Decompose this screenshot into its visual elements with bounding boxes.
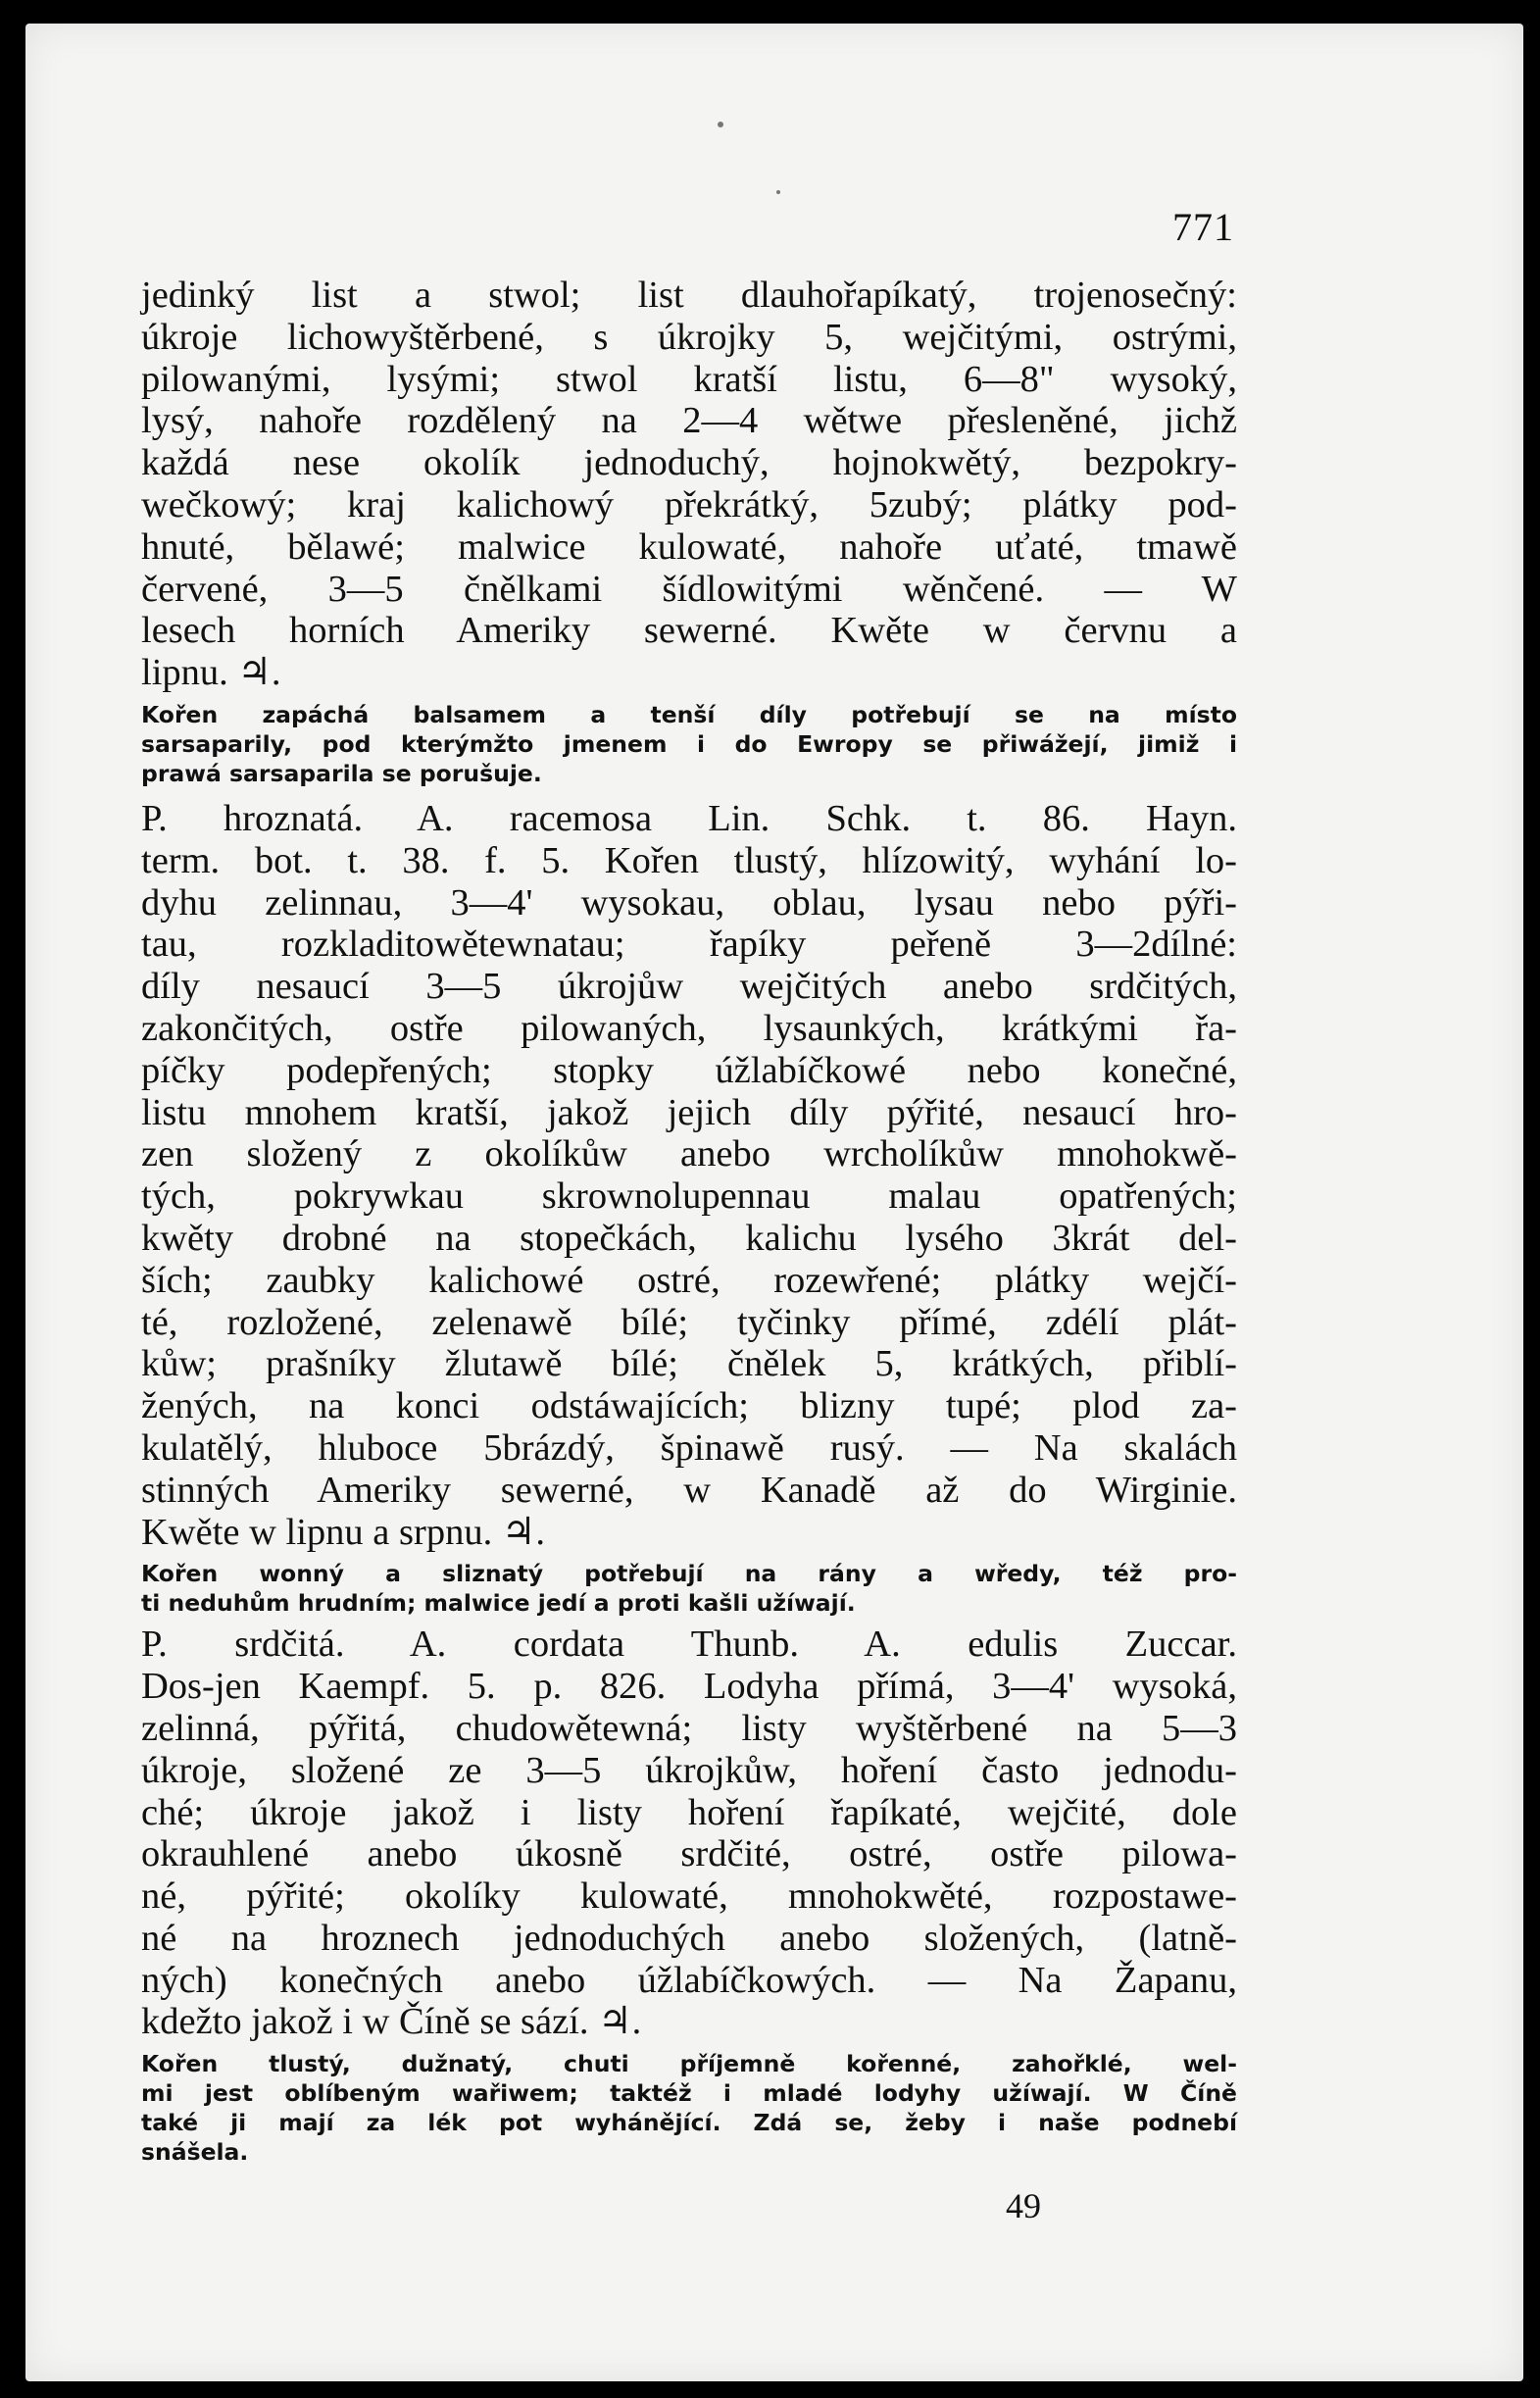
text-line: Kwěte w lipnu a srpnu. ♃. <box>141 1511 545 1553</box>
note-root-use <box>141 700 1237 788</box>
text-line: jedinký list a stwol; list dlauhořapíkatý, trojenosečný: <box>141 275 1237 316</box>
text-line: tých, pokrywkau skrownolupennau malau opatřených; <box>141 1175 1237 1218</box>
page-content <box>141 275 1237 2167</box>
text-line: ché; úkroje jakož i listy hoření řapíkaté, wejčité, dole <box>141 1791 1237 1833</box>
text-line: ných) konečných anebo úžlabíčkowých. — Na Žapanu, <box>141 1959 1237 2001</box>
text-line: ších; zaubky kalichowé ostré, rozewřené; plátky wejčí- <box>141 1259 1237 1301</box>
signature-mark: 49 <box>1006 2186 1041 2225</box>
text-line: díly nesaucí 3—5 úkrojůw wejčitých anebo srdčitých, <box>141 966 1237 1008</box>
text-line: sarsaparily, pod kterýmžto jmenem i do Ewropy se přiwážejí, jimiž i <box>141 729 1237 758</box>
text-line: pilowanými, lysými; stwol kratší listu, 6—8" wysoký, <box>141 358 1237 400</box>
text-line: dyhu zelinnau, 3—4' wysokau, oblau, lysau nebo pýři- <box>141 881 1237 924</box>
print-speck <box>718 122 723 127</box>
page-number: 771 <box>1172 205 1234 249</box>
text-line: Kořen tlustý, dužnatý, chuti příjemně kořenné, zahořklé, wel- <box>141 2050 1237 2078</box>
text-line: lysý, nahoře rozdělený na 2—4 wětwe přesleněné, jichž <box>141 400 1237 442</box>
text-line: kulatělý, hluboce 5brázdý, špinawě rusý. — Na skalách <box>141 1426 1237 1469</box>
text-line: né na hroznech jednoduchých anebo složených, (latně- <box>141 1917 1237 1959</box>
text-line: stinných Ameriky sewerné, w Kanadě až do Wirginie. <box>141 1469 1237 1511</box>
text-line: úkroje, složené ze 3—5 úkrojkůw, hoření často jednodu- <box>141 1749 1237 1791</box>
text-line: lesech horních Ameriky sewerné. Kwěte w červnu a <box>141 610 1237 652</box>
text-line: wečkowý; kraj kalichowý překrátký, 5zubý; plátky pod- <box>141 483 1237 525</box>
text-line: každá nese okolík jednoduchý, hojnokwětý, bezpokry- <box>141 442 1237 484</box>
text-line: okrauhlené anebo úkosně srdčité, ostré, ostře pilowa- <box>141 1833 1237 1875</box>
text-line: P. srdčitá. A. cordata Thunb. A. edulis Zuccar. <box>141 1624 1237 1666</box>
text-line: snášela. <box>141 2138 249 2167</box>
text-line: kdežto jakož i w Číně se sází. ♃. <box>141 2001 642 2043</box>
text-line: tau, rozkladitowětewnatau; řapíky peřeně 3—2dílné: <box>141 924 1237 966</box>
text-line: hnuté, bělawé; malwice kulowaté, nahoře uťaté, tmawě <box>141 525 1237 568</box>
text-line: úkroje lichowyštěrbené, s úkrojky 5, wejčitými, ostrými, <box>141 316 1237 358</box>
text-line: té, rozložené, zelenawě bílé; tyčinky přímé, zdélí plát- <box>141 1301 1237 1343</box>
text-line: né, pýřité; okolíky kulowaté, mnohokwěté, rozpostawe- <box>141 1875 1237 1918</box>
note-cordata-use <box>141 2049 1237 2167</box>
text-line: žených, na konci odstáwajících; blizny tupé; plod za- <box>141 1385 1237 1427</box>
text-line: ti neduhům hrudním; malwice jedí a proti kašli užíwají. <box>141 1589 856 1618</box>
paragraph-aralia-continued <box>141 275 1237 694</box>
text-line: mi jest oblíbeným wařiwem; taktéž i mladé lodyhy užíwají. W Číně <box>141 2079 1237 2108</box>
text-line: P. hroznatá. A. racemosa Lin. Schk. t. 86. Hayn. <box>141 797 1237 839</box>
text-line: Kořen zapáchá balsamem a tenší díly potřebují se na místo <box>141 700 1237 728</box>
text-line: zelinná, pýřitá, chudowětewná; listy wyštěrbené na 5—3 <box>141 1707 1237 1749</box>
text-line: Kořen wonný a sliznatý potřebují na rány a wředy, též pro- <box>141 1560 1237 1588</box>
text-line: listu mnohem kratší, jakož jejich díly pýřité, nesaucí hro- <box>141 1091 1237 1133</box>
print-speck <box>776 190 780 194</box>
text-line: prawá sarsaparila se porušuje. <box>141 759 542 787</box>
text-line: píčky podepřených; stopky úžlabíčkowé nebo konečné, <box>141 1049 1237 1091</box>
text-line: také ji mají za lék pot wyhánějící. Zdá se, žeby i naše podnebí <box>141 2109 1237 2137</box>
text-line: kůw; prašníky žlutawě bílé; čnělek 5, krátkých, přiblí- <box>141 1343 1237 1385</box>
note-racemosa-use <box>141 1559 1237 1618</box>
text-line: kwěty drobné na stopečkách, kalichu lysého 3krát del- <box>141 1217 1237 1259</box>
text-line: term. bot. t. 38. f. 5. Kořen tlustý, hlízowitý, wyhání lo- <box>141 839 1237 881</box>
paragraph-aralia-cordata <box>141 1624 1237 2043</box>
text-line: Dos-jen Kaempf. 5. p. 826. Lodyha přímá, 3—4' wysoká, <box>141 1666 1237 1708</box>
book-page <box>25 24 1523 2381</box>
paragraph-aralia-racemosa <box>141 798 1237 1553</box>
text-line: zakončitých, ostře pilowaných, lysaunkých, krátkými řa- <box>141 1007 1237 1049</box>
text-line: lipnu. ♃. <box>141 652 281 694</box>
text-line: zen složený z okolíkůw anebo wrcholíkůw mnohokwě- <box>141 1133 1237 1175</box>
text-line: červené, 3—5 čnělkami šídlowitými wěnčené. — W <box>141 568 1237 610</box>
